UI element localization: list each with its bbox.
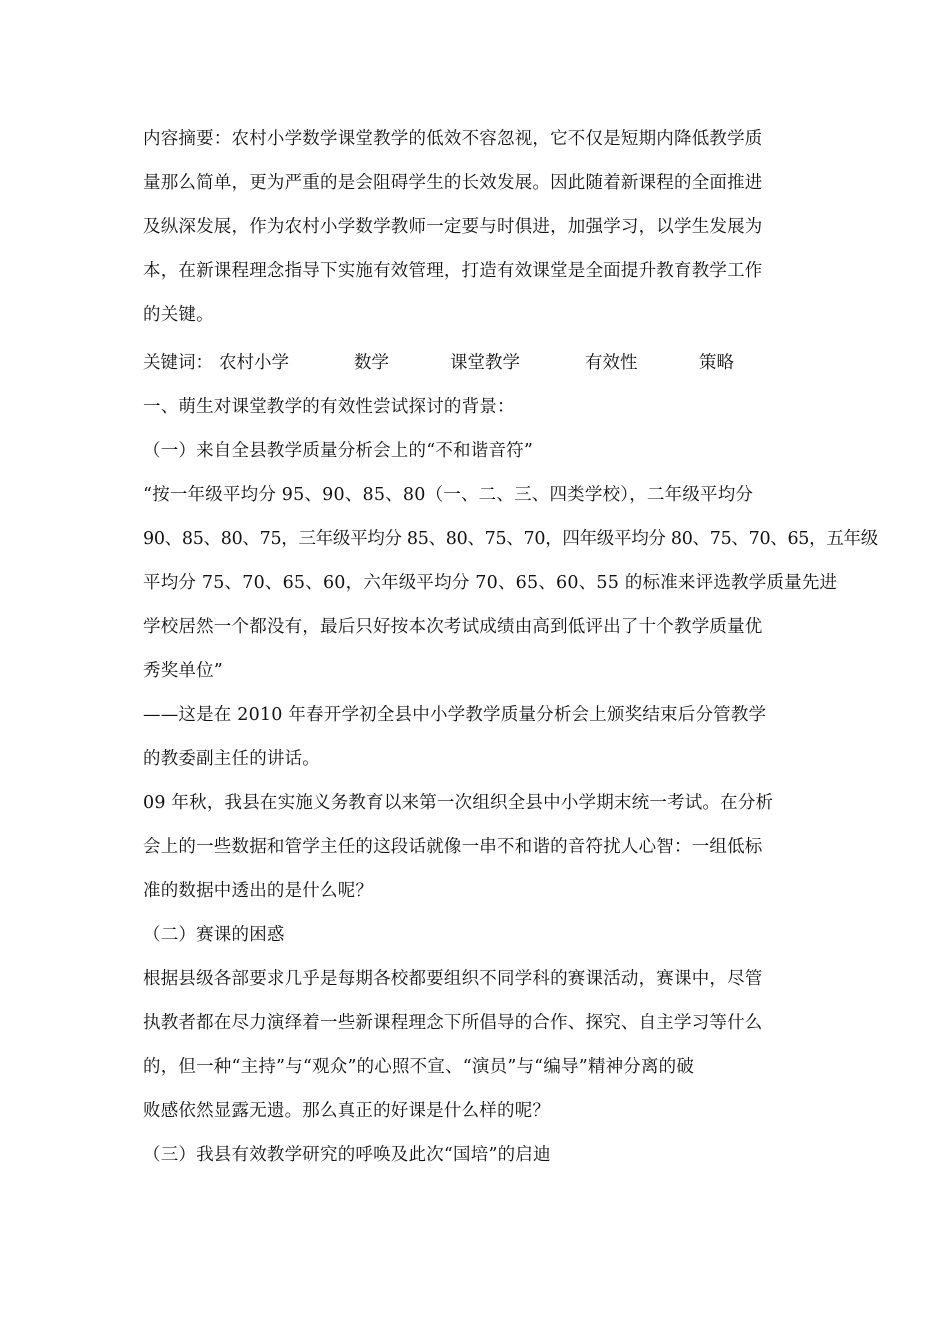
abstract-line: 本，在新课程理念指导下实施有效管理，打造有效课堂是全面提升教育教学工作 [143, 261, 763, 281]
body-line: 秀奖单位” [143, 661, 223, 681]
body-line: 会上的一些数据和管学主任的这段话就像一串不和谐的音符扰人心智：一组低标 [143, 837, 763, 857]
body-line: 准的数据中透出的是什么呢？ [143, 881, 374, 901]
abstract-line: 内容摘要：农村小学数学课堂教学的低效不容忽视，它不仅是短期内降低教学质 [143, 129, 763, 149]
body-line: 的教委副主任的讲话。 [143, 749, 320, 769]
body-line: 学校居然一个都没有，最后只好按本次考试成绩由高到低评出了十个教学质量优 [143, 617, 763, 637]
body-line: 09 年秋，我县在实施义务教育以来第一次组织全县中小学期末统一考试。在分析 [143, 793, 774, 813]
keyword-item: 数学 [354, 353, 389, 373]
body-line: 平均分 75、70、65、60，六年级平均分 70、65、60、55 的标准来评选教学质量先进 [143, 573, 838, 593]
keyword-item: 农村小学 [219, 353, 289, 373]
abstract-line: 及纵深发展，作为农村小学数学教师一定要与时俱进，加强学习，以学生发展为 [143, 217, 763, 237]
abstract-line: 量那么简单，更为严重的是会阻碍学生的长效发展。因此随着新课程的全面推进 [143, 173, 763, 193]
body-line: 根据县级各部要求几乎是每期各校都要组织不同学科的赛课活动，赛课中，尽管 [143, 969, 763, 989]
subsection-heading: （二）赛课的困惑 [143, 925, 285, 945]
abstract-line: 的关键。 [143, 305, 214, 325]
body-line: 90、85、80、75，三年级平均分 85、80、75、70，四年级平均分 80、75、70、65，五年级 [143, 529, 878, 549]
body-line: 执教者都在尽力演绎着一些新课程理念下所倡导的合作、探究、自主学习等什么 [143, 1013, 763, 1033]
keyword-item: 课堂教学 [450, 353, 520, 373]
body-line: 败感依然显露无遗。那么真正的好课是什么样的呢？ [143, 1101, 551, 1121]
keyword-item: 有效性 [585, 353, 638, 373]
keywords-label: 关键词： [143, 353, 213, 373]
subsection-heading: （一）来自全县教学质量分析会上的“不和谐音符” [143, 441, 533, 461]
body-line: “按一年级平均分 95、90、85、80（一、二、三、四类学校），二年级平均分 [143, 485, 754, 505]
subsection-heading: （三）我县有效教学研究的呼唤及此次“国培”的启迪 [143, 1145, 551, 1165]
keyword-item: 策略 [699, 353, 734, 373]
body-line: ——这是在 2010 年春开学初全县中小学教学质量分析会上颁奖结束后分管教学 [143, 705, 767, 725]
section-heading: 一、萌生对课堂教学的有效性尝试探讨的背景： [143, 397, 515, 417]
body-line: 的，但一种“主持”与“观众”的心照不宣、“演员”与“编导”精神分离的破 [143, 1057, 695, 1077]
